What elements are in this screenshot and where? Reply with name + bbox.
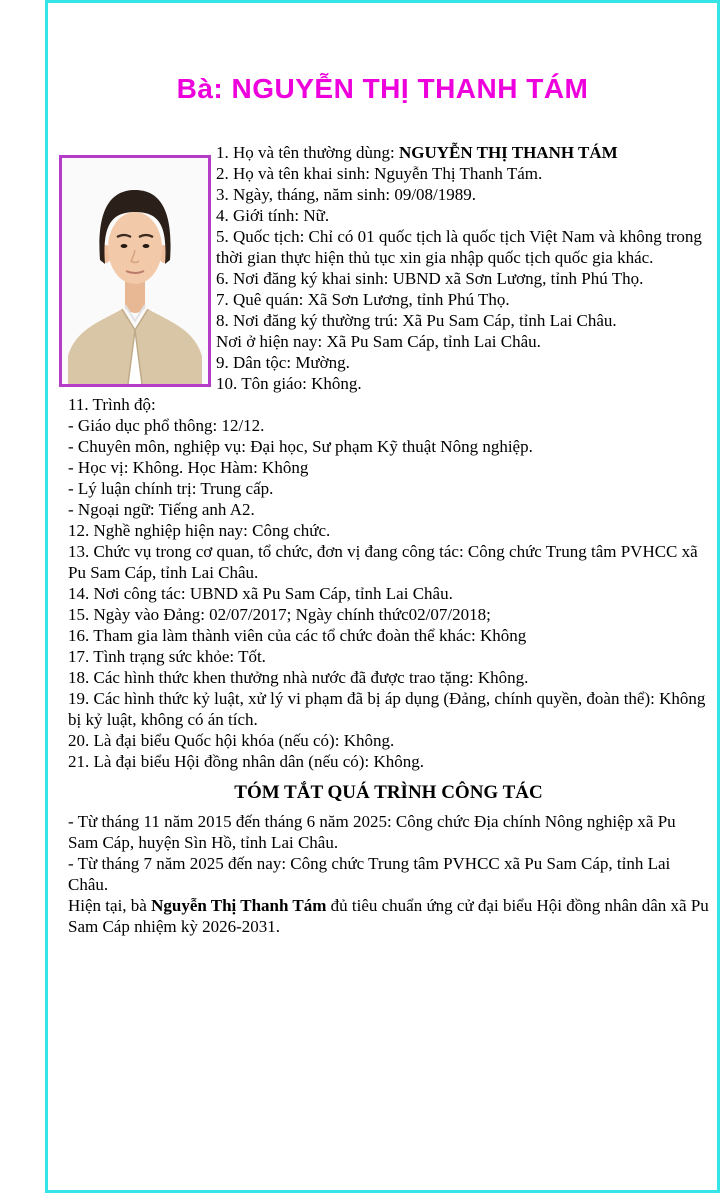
detail-item-21: 21. Là đại biểu Hội đồng nhân dân (nếu có): Không.	[68, 752, 424, 771]
detail-item-11: 11. Trình độ:	[68, 395, 156, 414]
profile-item-10: 10. Tôn giáo: Không.	[216, 374, 362, 393]
work-history-entry-1: - Từ tháng 11 năm 2015 đến tháng 6 năm 2025: Công chức Địa chính Nông nghiệp xã Pu Sam Cáp, huyện Sìn Hồ, tỉnh Lai Châu.	[68, 812, 676, 852]
detail-item-20: 20. Là đại biểu Quốc hội khóa (nếu có): Không.	[68, 731, 395, 750]
work-history-conclusion	[68, 895, 709, 937]
detail-item-specialty: - Chuyên môn, nghiệp vụ: Đại học, Sư phạm Kỹ thuật Nông nghiệp.	[68, 437, 533, 456]
work-history-heading: TÓM TẮT QUÁ TRÌNH CÔNG TÁC	[234, 782, 543, 803]
profile-item-current-residence: Nơi ở hiện nay: Xã Pu Sam Cáp, tỉnh Lai Châu.	[216, 332, 541, 351]
profile-item-1-label: 1. Họ và tên thường dùng:	[216, 143, 399, 162]
page-title: Bà: NGUYỄN THỊ THANH TÁM	[176, 73, 589, 104]
detail-item-16: 16. Tham gia làm thành viên của các tổ chức đoàn thể khác: Không	[68, 626, 527, 645]
conclusion-name: Nguyễn Thị Thanh Tám	[151, 896, 327, 915]
profile-item-7: 7. Quê quán: Xã Sơn Lương, tỉnh Phú Thọ.	[216, 290, 510, 309]
profile-item-2: 2. Họ và tên khai sinh: Nguyễn Thị Thanh Tám.	[216, 164, 543, 183]
detail-item-13: 13. Chức vụ trong cơ quan, tổ chức, đơn vị đang công tác: Công chức Trung tâm PVHCC xã Pu Sam Cáp, tỉnh Lai Châu.	[68, 542, 698, 582]
detail-item-foreign-language: - Ngoại ngữ: Tiếng anh A2.	[68, 500, 255, 519]
detail-item-18: 18. Các hình thức khen thưởng nhà nước đã được trao tặng: Không.	[68, 668, 529, 687]
detail-item-15: 15. Ngày vào Đảng: 02/07/2017; Ngày chính thức02/07/2018;	[68, 605, 491, 624]
page-border-frame	[45, 0, 720, 1193]
detail-item-17: 17. Tình trạng sức khỏe: Tốt.	[68, 647, 266, 666]
detail-item-14: 14. Nơi công tác: UBND xã Pu Sam Cáp, tỉnh Lai Châu.	[68, 584, 453, 603]
portrait-photo	[59, 155, 211, 387]
detail-item-degree: - Học vị: Không. Học Hàm: Không	[68, 458, 309, 477]
detail-item-12: 12. Nghề nghiệp hiện nay: Công chức.	[68, 521, 331, 540]
profile-list	[216, 142, 710, 394]
profile-item-3: 3. Ngày, tháng, năm sinh: 09/08/1989.	[216, 185, 477, 204]
profile-item-6: 6. Nơi đăng ký khai sinh: UBND xã Sơn Lương, tỉnh Phú Thọ.	[216, 269, 644, 288]
details-list	[68, 394, 709, 772]
detail-item-political-theory: - Lý luận chính trị: Trung cấp.	[68, 479, 274, 498]
portrait-illustration	[62, 158, 208, 384]
conclusion-suffix: đủ tiêu chuẩn ứng cử đại biểu Hội đồng nhân dân xã Pu Sam Cáp nhiệm kỳ 2026-2031.	[68, 896, 709, 936]
profile-item-1-value: NGUYỄN THỊ THANH TÁM	[399, 143, 618, 162]
conclusion-prefix: Hiện tại, bà	[68, 896, 152, 915]
detail-item-19: 19. Các hình thức kỷ luật, xử lý vi phạm đã bị áp dụng (Đảng, chính quyền, đoàn thể): Không bị kỷ luật, không có án tích.	[68, 689, 706, 729]
profile-item-9: 9. Dân tộc: Mường.	[216, 353, 350, 372]
profile-item-4: 4. Giới tính: Nữ.	[216, 206, 330, 225]
detail-item-education: - Giáo dục phổ thông: 12/12.	[68, 416, 265, 435]
profile-item-1	[216, 142, 710, 163]
work-history-section	[68, 811, 709, 937]
top-section	[48, 142, 717, 394]
profile-item-5: 5. Quốc tịch: Chỉ có 01 quốc tịch là quốc tịch Việt Nam và không trong thời gian thực hiện thủ tục xin gia nhập quốc tịch quốc gia khác.	[216, 227, 702, 267]
profile-item-8: 8. Nơi đăng ký thường trú: Xã Pu Sam Cáp, tỉnh Lai Châu.	[216, 311, 617, 330]
work-history-entry-2: - Từ tháng 7 năm 2025 đến nay: Công chức Trung tâm PVHCC xã Pu Sam Cáp, tỉnh Lai Châu.	[68, 854, 671, 894]
